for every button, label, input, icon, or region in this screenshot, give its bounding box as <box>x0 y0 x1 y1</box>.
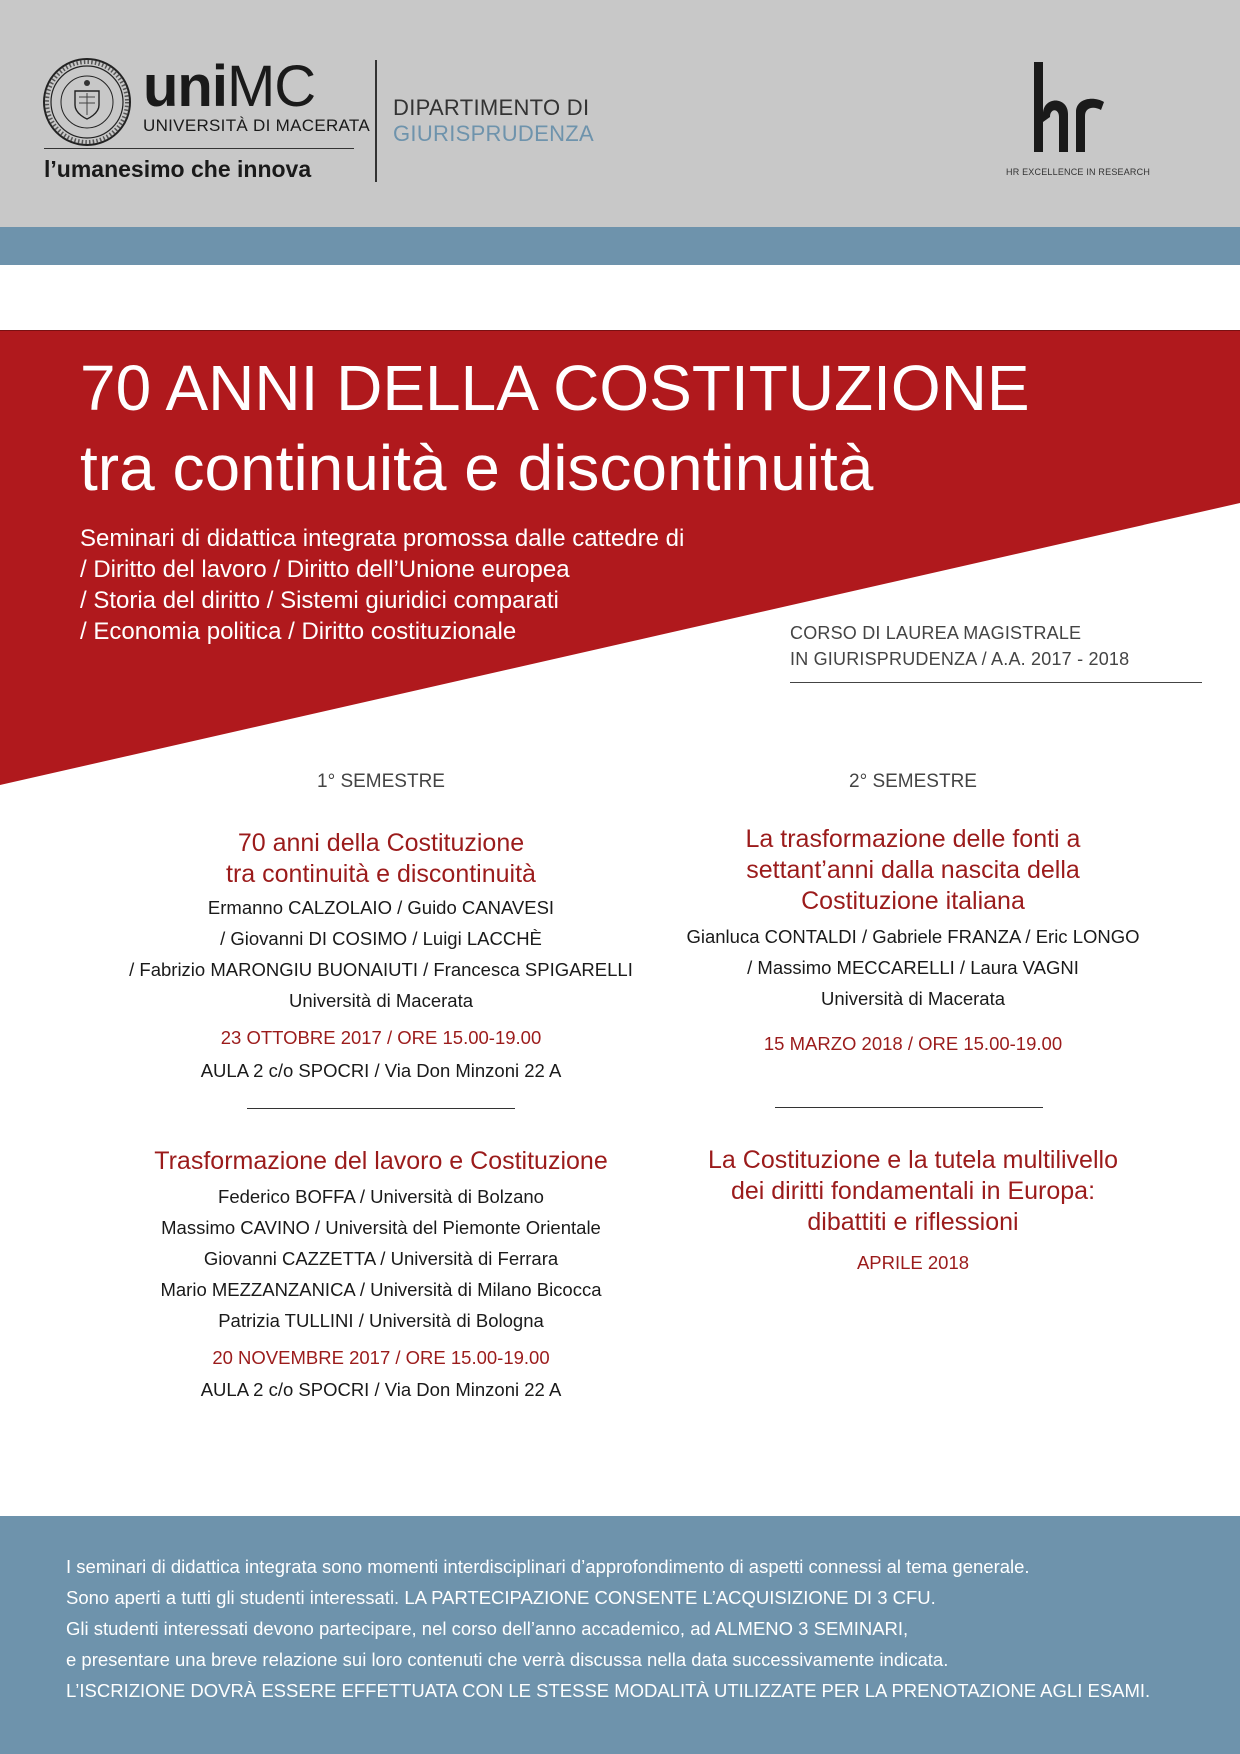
hr-excellence-label: HR EXCELLENCE IN RESEARCH <box>1006 167 1151 177</box>
semester2-divider <box>775 1107 1043 1108</box>
subtitle-line: / Storia del diritto / Sistemi giuridici comparati <box>80 587 559 614</box>
banner-subtitle <box>80 523 684 647</box>
semester1-event2-date: 20 NOVEMBRE 2017 / ORE 15.00-19.00 <box>212 1347 550 1368</box>
department-line2: GIURISPRUDENZA <box>393 121 594 146</box>
semester2-event2-date: APRILE 2018 <box>856 1252 970 1273</box>
event-title-line: Costituzione italiana <box>801 887 1025 915</box>
semester1-event1 <box>71 828 691 890</box>
footer-notes <box>66 1551 1150 1706</box>
subtitle-line: Seminari di didattica integrata promossa dalle cattedre di <box>80 525 685 552</box>
semester1-label: 1° SEMESTRE <box>317 771 445 792</box>
speaker-line: Federico BOFFA / Università di Bolzano <box>218 1186 544 1207</box>
blue-band <box>0 227 1240 265</box>
event-title-line: La Costituzione e la tutela multilivello <box>708 1146 1118 1174</box>
speaker-line: / Massimo MECCARELLI / Laura VAGNI <box>747 957 1079 978</box>
semester1-event1-venue: AULA 2 c/o SPOCRI / Via Don Minzoni 22 A <box>200 1060 562 1081</box>
main-title-line1: 70 ANNI DELLA COSTITUZIONE <box>80 352 1030 424</box>
event-title-line: tra continuità e discontinuità <box>226 860 536 888</box>
header-vertical-divider <box>375 60 377 182</box>
semester2-event1-date: 15 MARZO 2018 / ORE 15.00-19.00 <box>763 1033 1063 1054</box>
event-title-line: dei diritti fondamentali in Europa: <box>730 1177 1096 1205</box>
semester1-event2-people <box>71 1181 691 1336</box>
speaker-line: Massimo CAVINO / Università del Piemonte Orientale <box>161 1217 601 1238</box>
semester1-event2-title: Trasformazione del lavoro e Costituzione <box>154 1147 608 1175</box>
hr-excellence-logo-icon <box>1028 62 1113 157</box>
speaker-line: Ermanno CALZOLAIO / Guido CANAVESI <box>207 897 555 918</box>
event-title-line: 70 anni della Costituzione <box>237 829 525 857</box>
speaker-line: Patrizia TULLINI / Università di Bologna <box>218 1310 544 1331</box>
university-seal-icon <box>42 57 132 147</box>
semester2-label: 2° SEMESTRE <box>849 771 977 792</box>
logo-divider <box>44 148 354 149</box>
semester2-event2 <box>603 1145 1223 1238</box>
logo-mc-text: MC <box>226 54 316 119</box>
logo-tagline: l’umanesimo che innova <box>44 156 312 182</box>
subtitle-line: / Diritto del lavoro / Diritto dell’Unione europea <box>80 556 570 583</box>
footer-line: e presentare una breve relazione sui loro contenuti che verrà discussa nella data successivamente indicata. <box>66 1649 949 1670</box>
logo-wordmark <box>143 54 316 119</box>
event-title-line: La trasformazione delle fonti a <box>745 825 1081 853</box>
event-title-line: settant’anni dalla nascita della <box>746 856 1080 884</box>
speaker-line: / Fabrizio MARONGIU BUONAIUTI / Francesca SPIGARELLI <box>129 959 633 980</box>
speaker-line: Giovanni CAZZETTA / Università di Ferrara <box>203 1248 559 1269</box>
course-line1: CORSO DI LAUREA MAGISTRALE <box>790 623 1082 643</box>
course-line2: IN GIURISPRUDENZA / A.A. 2017 - 2018 <box>790 649 1130 669</box>
course-info <box>790 620 1129 672</box>
semester1-event1-date: 23 OTTOBRE 2017 / ORE 15.00-19.00 <box>220 1027 542 1048</box>
speaker-line: Gianluca CONTALDI / Gabriele FRANZA / Eric LONGO <box>686 926 1140 947</box>
speaker-line: / Giovanni DI COSIMO / Luigi LACCHÈ <box>220 928 542 949</box>
main-title-line2: tra continuità e discontinuità <box>80 432 874 504</box>
event-title-line: dibattiti e riflessioni <box>807 1208 1019 1236</box>
semester2-event1 <box>603 824 1223 917</box>
department-line1: DIPARTIMENTO DI <box>393 95 590 120</box>
speaker-line: Università di Macerata <box>820 988 1006 1009</box>
semester1-event2-venue: AULA 2 c/o SPOCRI / Via Don Minzoni 22 A <box>200 1379 562 1400</box>
footer-line: Sono aperti a tutti gli studenti interessati. LA PARTECIPAZIONE CONSENTE L’ACQUISIZIONE DI 3 CFU. <box>66 1587 936 1608</box>
course-divider <box>790 682 1202 683</box>
semester1-event1-people <box>71 892 691 1016</box>
speaker-line: Università di Macerata <box>288 990 474 1011</box>
semester2-event1-people <box>603 921 1223 1014</box>
footer-line: L’ISCRIZIONE DOVRÀ ESSERE EFFETTUATA CON LE STESSE MODALITÀ UTILIZZATE PER LA PRENOTAZIONE AGLI ESAMI. <box>66 1680 1151 1701</box>
subtitle-line: / Economia politica / Diritto costituzionale <box>80 618 517 645</box>
semester1-divider <box>247 1108 515 1109</box>
footer-line: Gli studenti interessati devono partecipare, nel corso dell’anno accademico, ad ALMENO 3 SEMINARI, <box>66 1618 909 1639</box>
logo-uni-text: uni <box>143 54 227 119</box>
footer-line: I seminari di didattica integrata sono momenti interdisciplinari d’approfondimento di aspetti connessi al tema generale. <box>66 1556 1030 1577</box>
speaker-line: Mario MEZZANZANICA / Università di Milano Bicocca <box>160 1279 602 1300</box>
logo-university-name: UNIVERSITÀ DI MACERATA <box>143 116 370 135</box>
